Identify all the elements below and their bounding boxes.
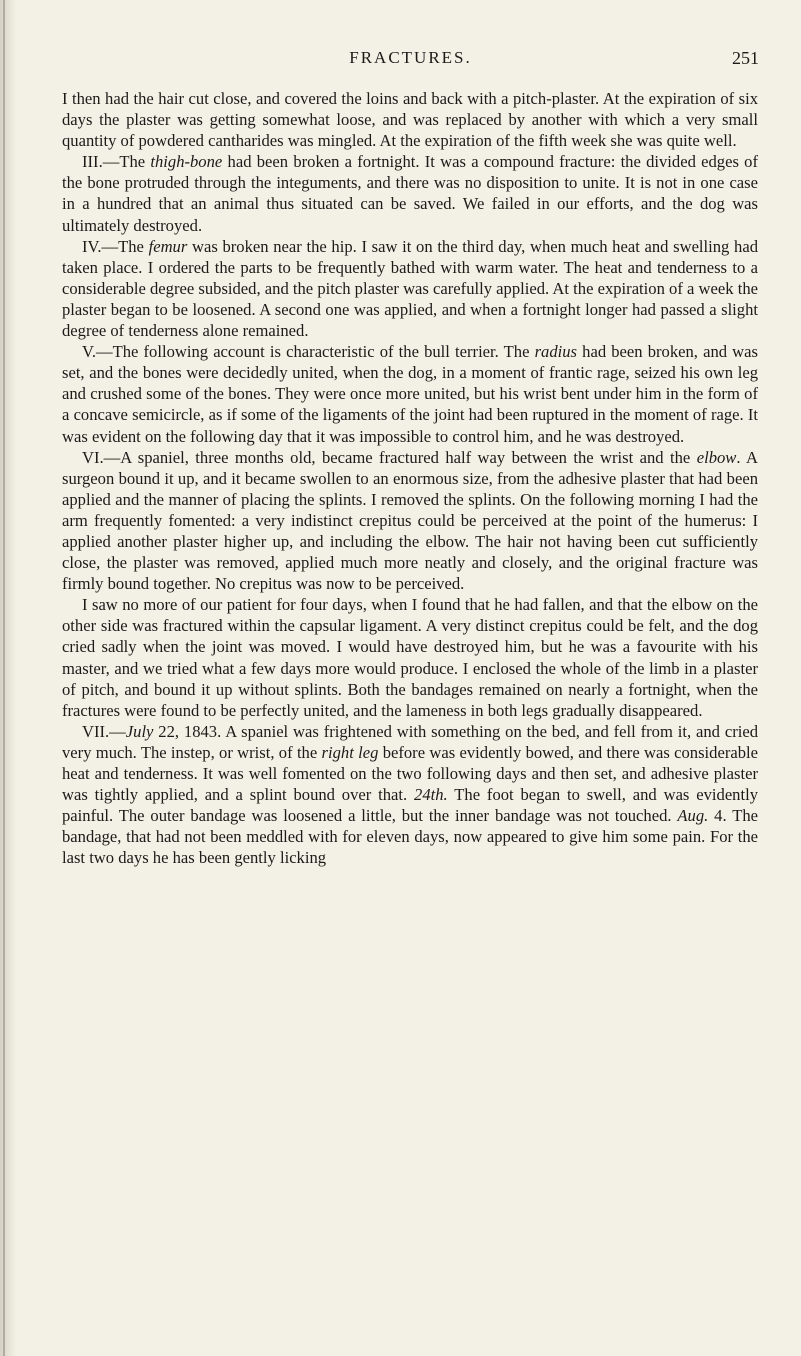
body-text [62, 88, 758, 868]
paragraph [62, 721, 758, 869]
text-run: III.—The [82, 152, 151, 172]
text-run: I then had the hair cut close, and covered the loins and back with a pitch-plaster. At the expiration of six days the plaster was getting somewhat loose, and was replaced by another with which a very small quantity of powdered cantharides was mingled. At the expiration of the fifth week she was quite well. [62, 89, 758, 151]
italic-run: 24th. [414, 785, 448, 805]
paragraph [62, 151, 758, 235]
text-run: 4. The bandage, that had not been meddled with for eleven days, now appeared to give him some pain. For the last two days he has been gently licking [62, 806, 759, 868]
page-number: 251 [732, 48, 759, 68]
running-head-title: FRACTURES. [349, 48, 472, 67]
text-run: The foot began to swell, and was evidently painful. The outer bandage was loosened a little, but the inner bandage was not touched. [62, 785, 758, 826]
italic-run: thigh-bone [150, 152, 223, 172]
italic-run: July [125, 721, 154, 741]
text-run: VII.— [82, 721, 126, 741]
text-run: before was evidently bowed, and there was considerable heat and tenderness. It was well fomented on the two following days and then set, and adhesive plaster was tightly applied, and a splint bound over that. [62, 742, 758, 805]
paragraph [62, 341, 758, 446]
text-run: . A surgeon bound it up, and it became swollen to an enormous size, from the adhesive plaster that had been applied and the manner of placing the splints. I removed the splints. On the following morning I had the arm frequently fomented: a very indistinct crepitus could be perceived at the point of the humerus: I applied another plaster higher up, and including the elbow. The hair not having been cut sufficiently close, the plaster was removed, applied much more neatly and closely, and the original fracture was firmly bound together. No crepitus was now to be perceived. [62, 447, 758, 594]
text-run: IV.—The [82, 236, 149, 256]
text-run: 22, 1843. A spaniel was frightened with something on the bed, and fell from it, and cried very much. The instep, or wrist, of the [62, 721, 758, 762]
page-edge-line [3, 0, 5, 1356]
paragraph [62, 447, 758, 595]
paragraph [62, 594, 758, 721]
italic-run: right leg [321, 742, 379, 762]
running-head [62, 48, 759, 72]
italic-run: radius [534, 342, 578, 362]
text-run: V.—The following account is characteristic of the bull terrier. The [82, 342, 535, 362]
paragraph [62, 236, 758, 341]
italic-run: femur [148, 236, 188, 256]
italic-run: elbow [696, 447, 737, 467]
text-run: was broken near the hip. I saw it on the third day, when much heat and swelling had taken place. I ordered the parts to be frequently bathed with warm water. The heat and tenderness to a considerable degree subsided, and the pitch plaster was carefully applied. At the expiration of a week the plaster began to be loosened. A second one was applied, and when a fortnight longer had passed a slight degree of tenderness alone remained. [62, 236, 758, 341]
text-run: had been broken a fortnight. It was a compound fracture: the divided edges of the bone protruded through the integuments, and there was no disposition to unite. It is not in one case in a hundred that an animal thus situated can be saved. We failed in our efforts, and the dog was ultimately destroyed. [62, 152, 758, 235]
italic-run: Aug. [677, 806, 709, 826]
text-run: I saw no more of our patient for four days, when I found that he had fallen, and that the elbow on the other side was fractured within the capsular ligament. A very distinct crepitus could be felt, and the dog cried sadly when the joint was moved. I would have destroyed him, but he was a favourite with his master, and we tried what a few days more would produce. I enclosed the whole of the limb in a plaster of pitch, and bound it up without splints. Both the bandages remained on nearly a fortnight, when the fractures were found to be perfectly united, and the lameness in both legs gradually disappeared. [62, 595, 758, 720]
paragraph [62, 88, 758, 151]
text-run: had been broken, and was set, and the bones were decidedly united, when the dog, in a moment of frantic rage, seized his own leg and crushed some of the bones. They were once more united, but his wrist bent under him in the form of a concave semicircle, as if some of the ligaments of the joint had been ruptured in the moment of rage. It was evident on the following day that it was impossible to control him, and he was destroyed. [62, 342, 758, 446]
text-run: VI.—A spaniel, three months old, became fractured half way between the wrist and the [82, 447, 697, 467]
